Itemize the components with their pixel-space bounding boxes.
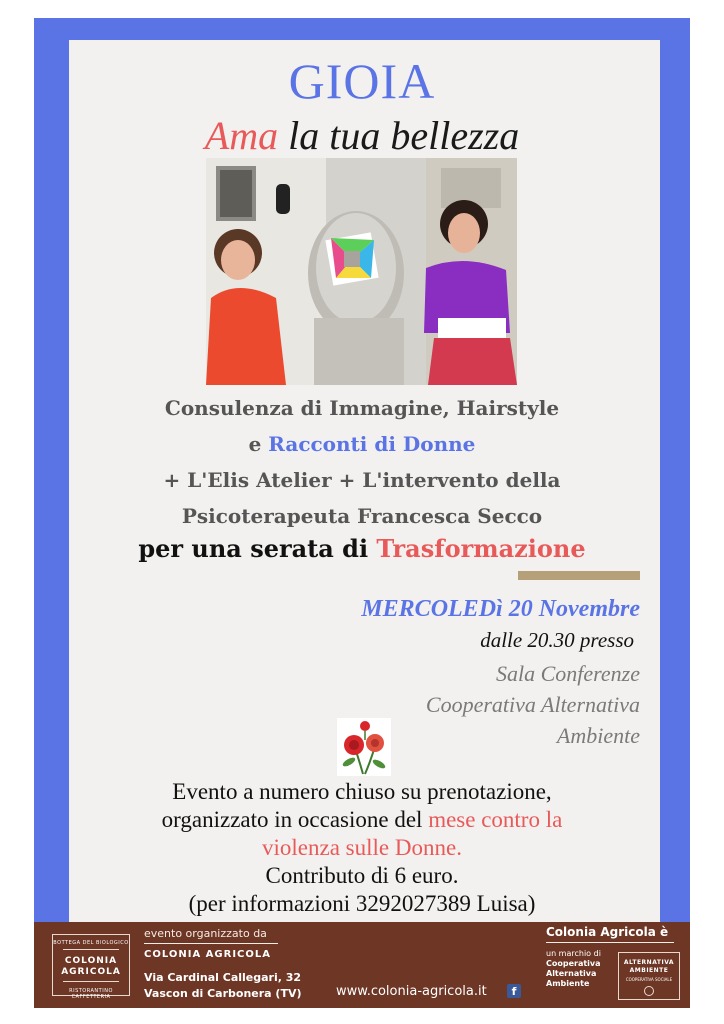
address-line-2: Vascon di Carbonera (TV) bbox=[144, 987, 302, 1000]
services-line-1: Consulenza di Immagine, Hairstyle bbox=[164, 396, 560, 420]
footer bbox=[34, 922, 690, 1008]
info-line-3: violenza sulle Donne. bbox=[262, 835, 462, 860]
colonia-agricola-logo bbox=[52, 934, 130, 1000]
event-date: MERCOLEDì 20 Novembre bbox=[361, 596, 640, 622]
alternativa-ambiente-logo bbox=[618, 952, 680, 1000]
services-line-2-highlight: Racconti di Donne bbox=[268, 432, 476, 456]
services-line-3: + L'Elis Atelier + L'intervento della bbox=[163, 468, 561, 492]
partner-text-2: Cooperativa bbox=[546, 959, 601, 968]
aa-logo-line-1: ALTERNATIVA bbox=[623, 959, 675, 966]
event-info bbox=[0, 778, 724, 918]
info-line-4: Contributo di 6 euro. bbox=[265, 863, 459, 888]
partner-text-3: Alternativa bbox=[546, 969, 597, 978]
services-line-4: Psicoterapeuta Francesca Secco bbox=[181, 504, 543, 528]
facebook-icon[interactable]: f bbox=[507, 984, 521, 998]
logo-top-text: BOTTEGA DEL BIOLOGICO bbox=[53, 940, 129, 946]
serata-line bbox=[0, 534, 724, 563]
organizer-underline bbox=[144, 943, 278, 944]
serata-prefix: per una serata di bbox=[138, 534, 377, 563]
services-line-2 bbox=[0, 426, 724, 462]
photo-illustration bbox=[206, 158, 517, 385]
event-subtitle bbox=[0, 112, 724, 159]
organizer-label: evento organizzato da bbox=[144, 927, 267, 940]
logo-bottom-text: RISTORANTINO CAFFETTERIA bbox=[69, 988, 113, 1000]
address-line-1: Via Cardinal Callegari, 32 bbox=[144, 971, 302, 984]
event-title: GIOIA bbox=[288, 53, 436, 109]
services-line-2-prefix: e bbox=[248, 432, 269, 456]
info-line-2-prefix: organizzato in occasione del bbox=[161, 807, 429, 832]
logo-name-2: AGRICOLA bbox=[61, 967, 121, 977]
partner-title: Colonia Agricola è bbox=[546, 925, 669, 939]
partner-text-1: un marchio di bbox=[546, 949, 601, 958]
event-venue bbox=[426, 658, 640, 751]
rose-illustration bbox=[337, 718, 391, 776]
services-list bbox=[0, 390, 724, 534]
event-photo bbox=[206, 158, 517, 385]
venue-line-1: Sala Conferenze bbox=[496, 661, 640, 686]
logo-name-1: COLONIA bbox=[64, 956, 118, 966]
organizer-address bbox=[144, 970, 302, 1002]
subtitle-accent: Ama bbox=[204, 113, 279, 158]
venue-line-3: Ambiente bbox=[556, 723, 640, 748]
info-line-1: Evento a numero chiuso su prenotazione, bbox=[172, 779, 552, 804]
info-line-2 bbox=[0, 806, 724, 834]
website-link[interactable]: www.colonia-agricola.it bbox=[336, 984, 487, 999]
serata-highlight: Trasformazione bbox=[376, 534, 586, 563]
partner-underline bbox=[546, 942, 674, 943]
logo-divider bbox=[63, 949, 119, 950]
event-time: dalle 20.30 presso bbox=[480, 628, 634, 652]
info-line-5: (per informazioni 3292027389 Luisa) bbox=[188, 891, 536, 916]
organizer-name: COLONIA AGRICOLA bbox=[144, 949, 271, 960]
aa-logo-line-3: COOPERATIVA SOCIALE bbox=[625, 977, 673, 982]
venue-line-2: Cooperativa Alternativa bbox=[425, 692, 640, 717]
subtitle-rest: la tua bellezza bbox=[278, 113, 520, 158]
partner-text-4: Ambiente bbox=[546, 979, 590, 988]
tree-icon bbox=[644, 986, 654, 996]
rose-icon bbox=[337, 718, 391, 776]
logo-divider-2 bbox=[63, 981, 119, 982]
partner-text bbox=[546, 949, 612, 989]
info-line-2-highlight: mese contro la bbox=[428, 807, 563, 832]
aa-logo-line-2: AMBIENTE bbox=[629, 967, 669, 974]
gold-divider bbox=[518, 571, 640, 580]
